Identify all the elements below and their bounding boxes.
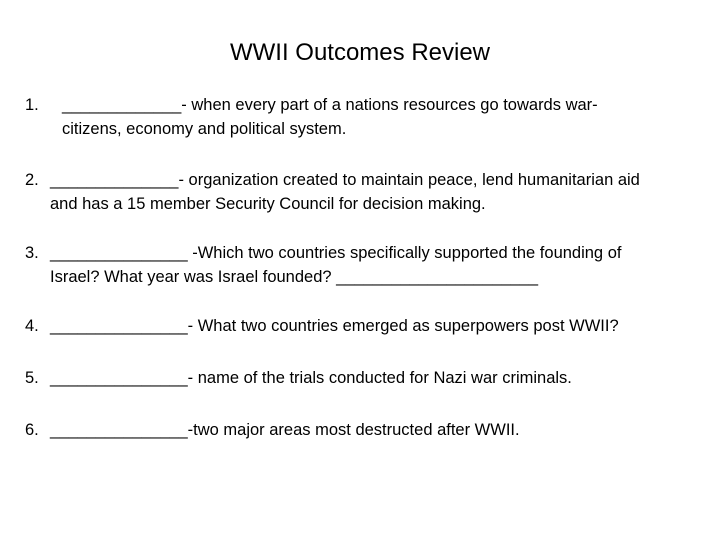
- question-line-2: Israel? What year was Israel founded? ______________________: [50, 268, 539, 286]
- question-line-2: and has a 15 member Security Council for decision making.: [50, 195, 486, 213]
- question-line-1: _______________- name of the trials conducted for Nazi war criminals.: [50, 369, 572, 387]
- question-number: 4.: [25, 317, 39, 335]
- question-number: 3.: [25, 244, 39, 262]
- question-line-1: _______________ -Which two countries specifically supported the founding of: [50, 244, 622, 262]
- slide-title: WWII Outcomes Review: [229, 39, 491, 66]
- question-number: 1.: [25, 96, 39, 114]
- question-line-1: _______________-two major areas most destructed after WWII.: [50, 421, 520, 439]
- question-line-2: citizens, economy and political system.: [62, 120, 347, 138]
- question-number: 6.: [25, 421, 39, 439]
- question-line-1: _______________- What two countries emerged as superpowers post WWII?: [50, 317, 619, 335]
- question-line-1: ______________- organization created to maintain peace, lend humanitarian aid: [50, 171, 640, 189]
- question-number: 2.: [25, 171, 39, 189]
- question-line-1: _____________- when every part of a nations resources go towards war-: [62, 96, 598, 114]
- question-number: 5.: [25, 369, 39, 387]
